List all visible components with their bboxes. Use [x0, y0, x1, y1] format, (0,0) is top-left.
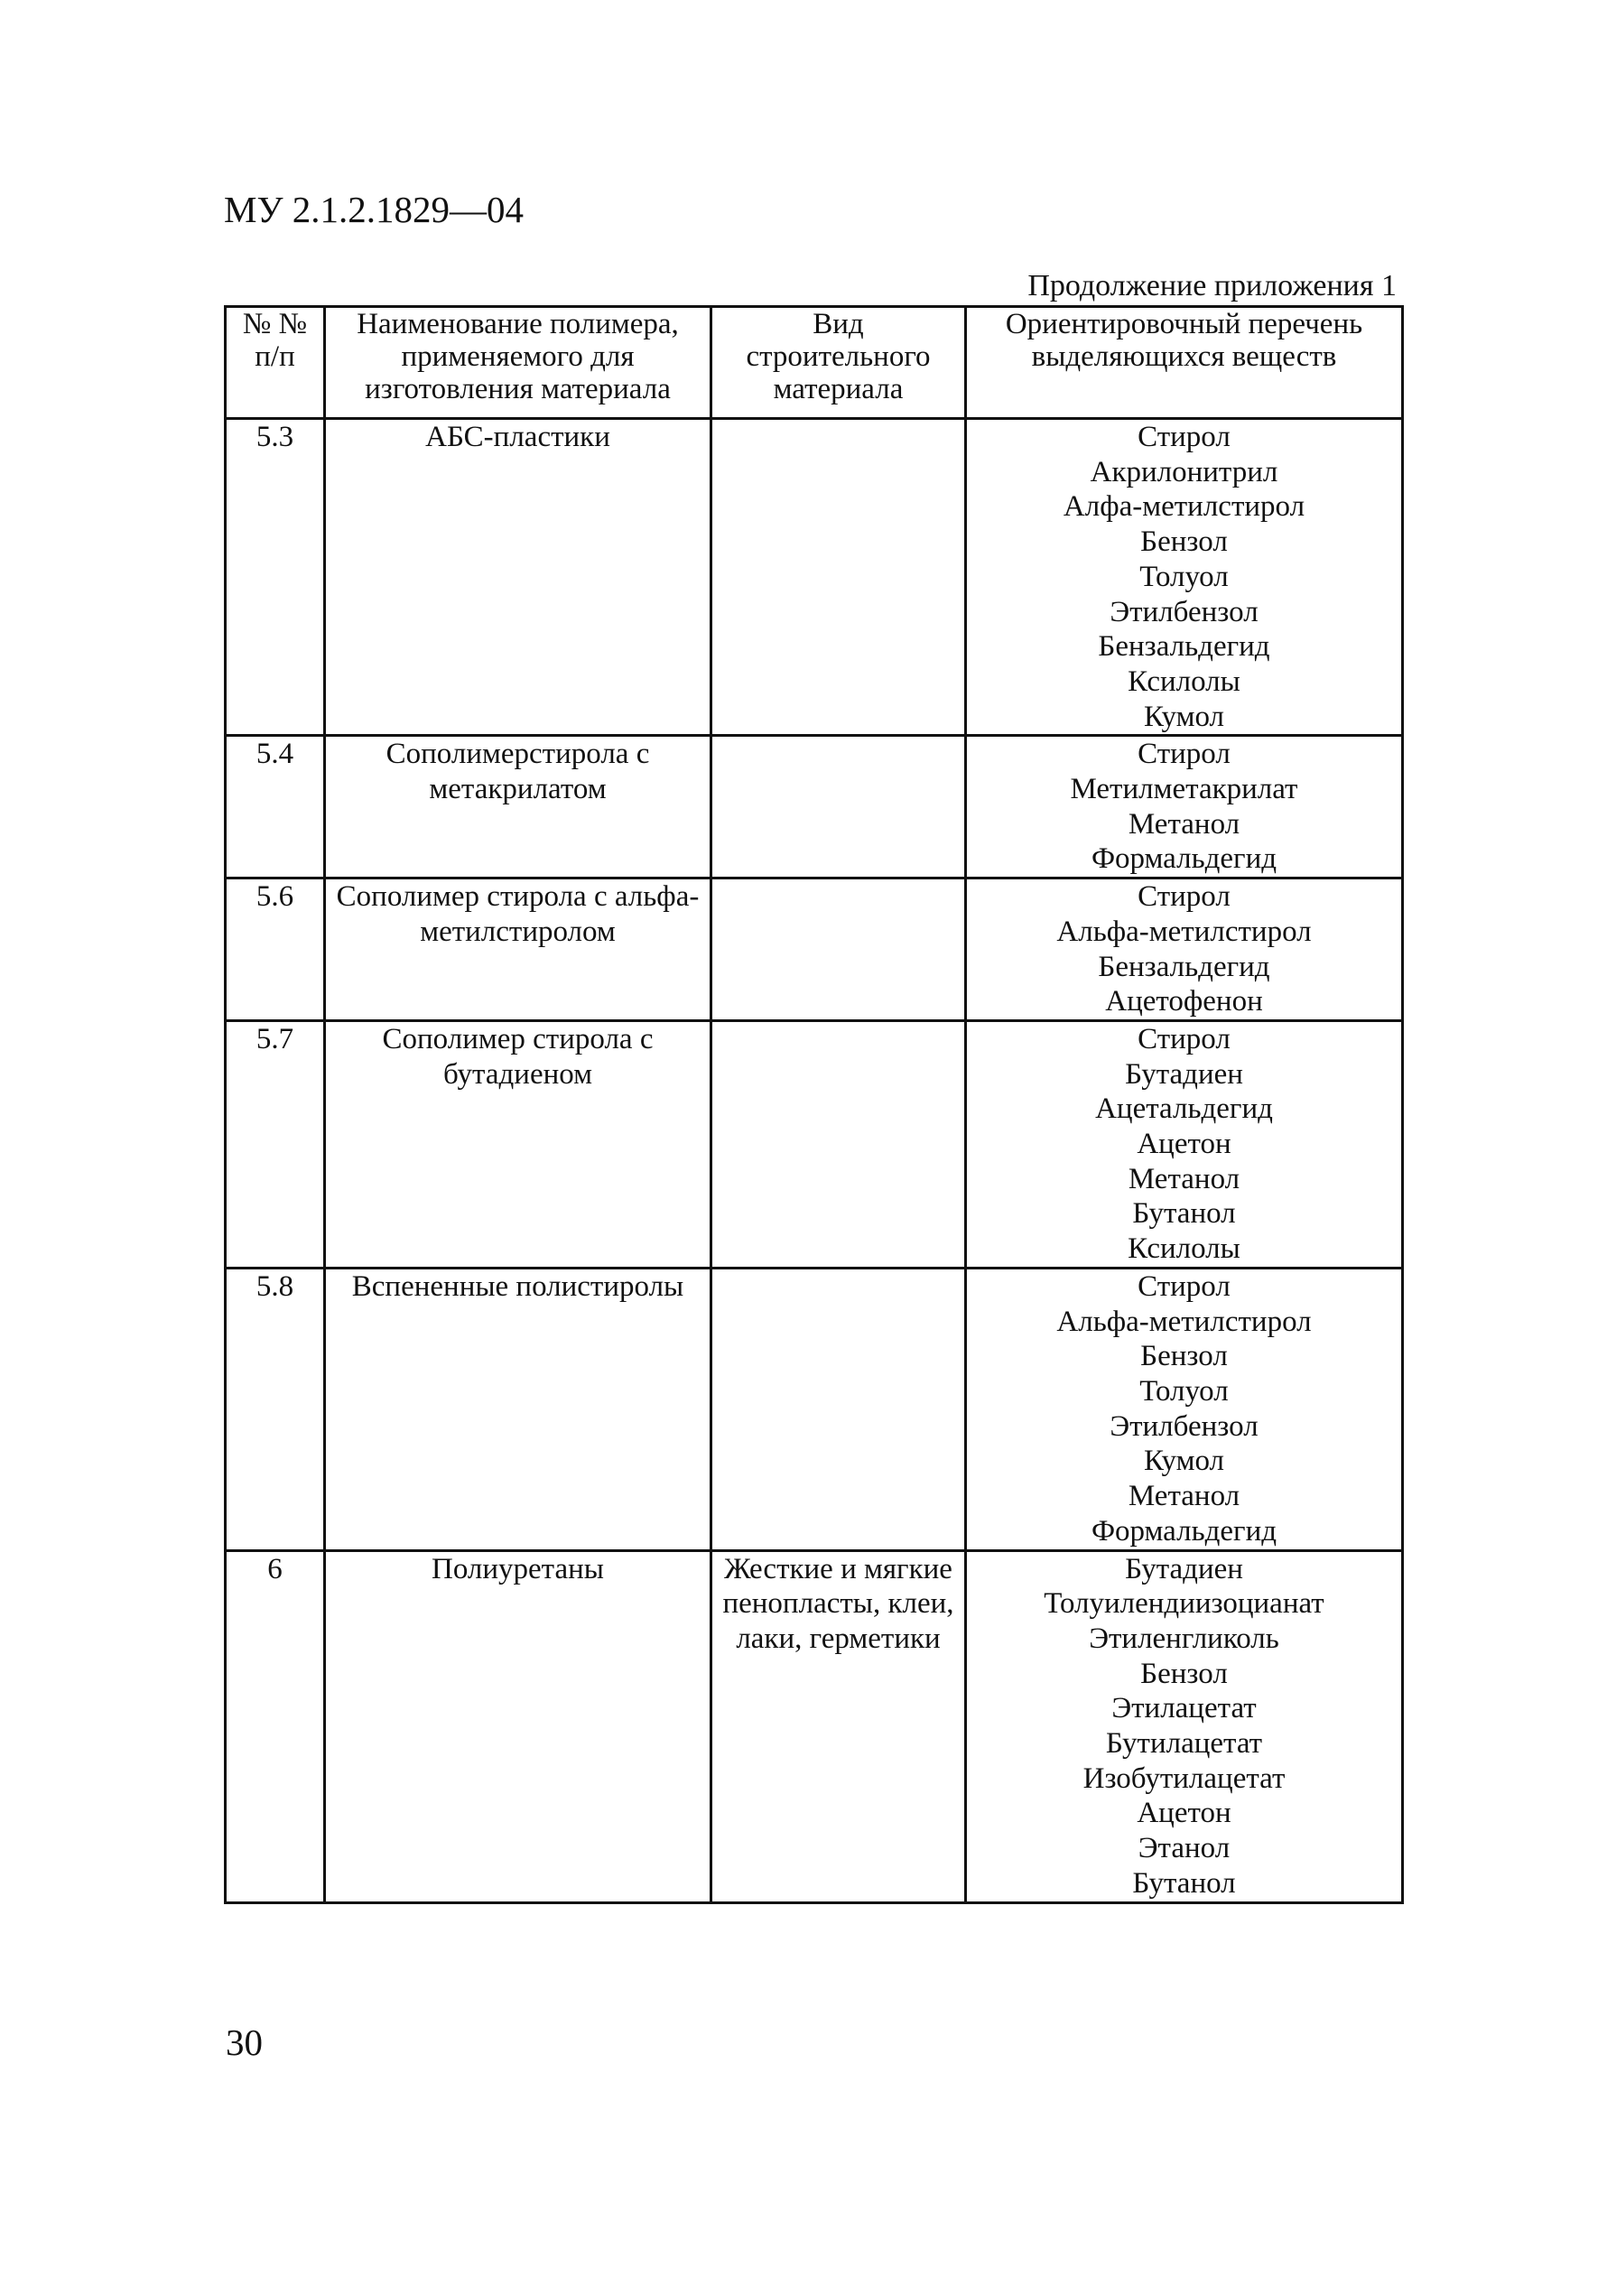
substance-item: Формальдегид: [1091, 1514, 1277, 1548]
polymer-name-cell: Полиуретаны: [325, 1550, 711, 1902]
table-row: [226, 1268, 1403, 1550]
substances-cell: [966, 878, 1403, 1021]
material-type-cell: [711, 878, 966, 1021]
substance-item: Алфа-метилстирол: [1063, 490, 1305, 524]
substance-item: Ацетон: [1137, 1797, 1231, 1830]
table-row: [226, 736, 1403, 878]
substance-item: Ацетофенон: [1105, 985, 1263, 1018]
substance-item: Стирол: [1138, 738, 1231, 771]
table-header-row: [226, 307, 1403, 419]
substances-cell: [966, 736, 1403, 878]
substance-item: Этилбензол: [1110, 1409, 1259, 1443]
substance-item: Бутилацетат: [1105, 1727, 1263, 1761]
substance-item: Формальдегид: [1091, 842, 1277, 876]
substances-cell: [966, 419, 1403, 736]
substance-item: Стирол: [1138, 1269, 1231, 1303]
substance-item: Альфа-метилстирол: [1056, 915, 1312, 948]
substance-item: Изобутилацетат: [1082, 1762, 1286, 1795]
table-row: [226, 419, 1403, 736]
substance-item: Бутадиен: [1125, 1552, 1243, 1585]
polymer-emissions-table: [224, 305, 1404, 1904]
material-type-cell: [711, 736, 966, 878]
column-header-substances: Ориентировочный перечень выделяющихся веществ: [966, 307, 1403, 419]
substance-item: Бензальдегид: [1098, 630, 1270, 664]
appendix-continuation-label: Продолжение приложения 1: [1027, 269, 1397, 302]
row-number-cell: 5.6: [226, 878, 325, 1021]
polymer-name-cell: АБС-пластики: [325, 419, 711, 736]
polymer-name-cell: Сополимерстирола с метакрилатом: [325, 736, 711, 878]
substance-item: Метанол: [1128, 807, 1240, 841]
substance-item: Ацетальдегид: [1095, 1092, 1273, 1126]
material-type-cell: Жесткие и мягкие пенопласты, клеи, лаки, герметики: [711, 1550, 966, 1902]
substance-item: Бензол: [1140, 1657, 1228, 1690]
substance-item: Акрилонитрил: [1090, 455, 1278, 488]
substance-item: Альфа-метилстирол: [1056, 1305, 1312, 1338]
material-type-cell: [711, 1020, 966, 1268]
material-type-cell: [711, 1268, 966, 1550]
row-number-cell: 5.4: [226, 736, 325, 878]
substance-item: Стирол: [1138, 1022, 1231, 1055]
substance-item: Ацетон: [1137, 1128, 1231, 1161]
table-row: [226, 1550, 1403, 1902]
document-code: МУ 2.1.2.1829—04: [224, 189, 524, 230]
substance-item: Бутанол: [1132, 1197, 1236, 1231]
substance-item: Кумол: [1143, 700, 1224, 733]
page-number: 30: [226, 2022, 263, 2063]
substance-item: Бутанол: [1132, 1866, 1236, 1900]
substance-item: Бензальдегид: [1098, 950, 1270, 983]
substance-item: Метанол: [1128, 1480, 1240, 1513]
substances-cell: [966, 1268, 1403, 1550]
substance-item: Толуилендиизоцианат: [1044, 1587, 1324, 1621]
substance-item: Стирол: [1138, 421, 1231, 453]
substances-cell: [966, 1020, 1403, 1268]
substance-item: Бензол: [1140, 525, 1228, 559]
row-number-cell: 6: [226, 1550, 325, 1902]
row-number-cell: 5.3: [226, 419, 325, 736]
substance-item: Ксилолы: [1128, 1232, 1240, 1266]
substance-item: Ксилолы: [1128, 665, 1240, 698]
substance-item: Бутадиен: [1125, 1057, 1243, 1091]
substance-item: Толуол: [1139, 560, 1229, 593]
substance-item: Этилбензол: [1110, 595, 1259, 628]
polymer-name-cell: Вспененные полистиролы: [325, 1268, 711, 1550]
substance-item: Кумол: [1143, 1445, 1224, 1478]
substance-item: Бензол: [1140, 1340, 1228, 1373]
substance-item: Этиленгликоль: [1089, 1622, 1279, 1655]
substance-item: Стирол: [1138, 880, 1231, 914]
column-header-number: № № п/п: [226, 307, 325, 419]
polymer-name-cell: Сополимер стирола с бутадиеном: [325, 1020, 711, 1268]
polymer-name-cell: Сополимер стирола с альфа-метилстиролом: [325, 878, 711, 1021]
material-type-cell: [711, 419, 966, 736]
row-number-cell: 5.8: [226, 1268, 325, 1550]
substance-item: Этилацетат: [1111, 1692, 1257, 1725]
substance-item: Этанол: [1138, 1832, 1231, 1865]
row-number-cell: 5.7: [226, 1020, 325, 1268]
column-header-material: Вид строительного материала: [711, 307, 966, 419]
substances-cell: [966, 1550, 1403, 1902]
column-header-polymer: Наименование полимера, применяемого для изготовления материала: [325, 307, 711, 419]
table-row: [226, 1020, 1403, 1268]
substance-item: Метилметакрилат: [1070, 773, 1298, 806]
substance-item: Толуол: [1139, 1374, 1229, 1408]
table-row: [226, 878, 1403, 1021]
substance-item: Метанол: [1128, 1162, 1240, 1195]
